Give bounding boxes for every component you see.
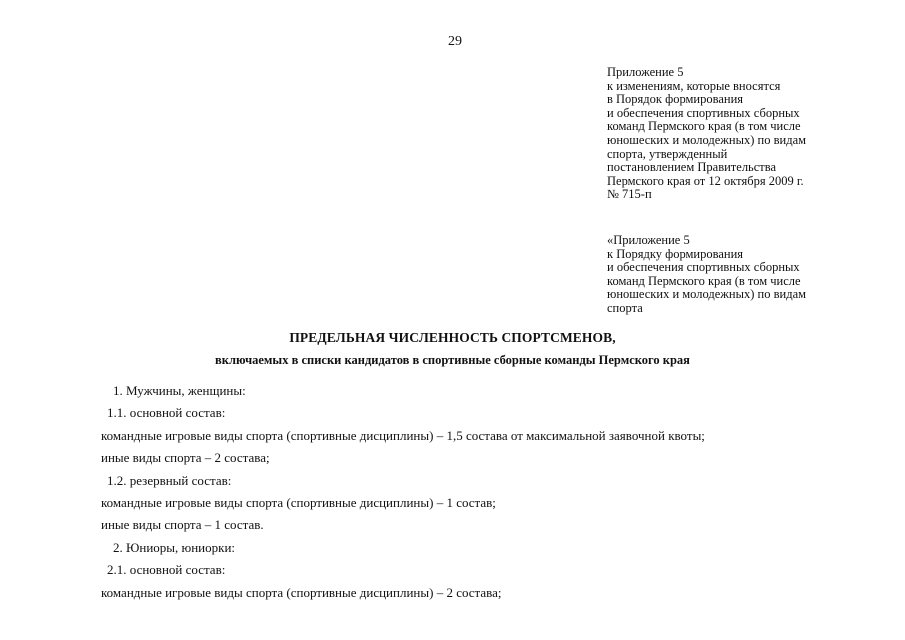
document-body — [101, 380, 705, 604]
annex-amendment-line: Пермского края от 12 октября 2009 г. — [607, 173, 804, 188]
annex-amendment-line: Приложение 5 — [607, 65, 684, 79]
annex-order-line: к Порядку формирования — [607, 246, 744, 261]
body-paragraph: командные игровые виды спорта (спортивные дисциплины) – 1,5 состава от максимальной заявочной квоты; — [101, 427, 705, 443]
document-subtitle: включаемых в списки кандидатов в спортивные сборные команды Пермского края — [215, 353, 690, 367]
annex-order-line: и обеспечения спортивных сборных — [607, 260, 800, 275]
page-number: 29 — [448, 34, 462, 49]
annex-amendment-line: команд Пермского края (в том числе — [607, 119, 801, 134]
section-heading: 2. Юниоры, юниорки: — [113, 539, 236, 555]
annex-amendment-line: в Порядок формирования — [607, 92, 744, 107]
subsection-heading: 2.1. основной состав: — [107, 562, 226, 578]
annex-order-line: спорта — [607, 300, 643, 315]
body-paragraph: командные игровые виды спорта (спортивные дисциплины) – 1 состав; — [101, 494, 496, 510]
body-paragraph: командные игровые виды спорта (спортивные дисциплины) – 2 состава; — [101, 584, 502, 600]
document-title: ПРЕДЕЛЬНАЯ ЧИСЛЕННОСТЬ СПОРТСМЕНОВ, — [289, 330, 616, 345]
annex-order-header — [607, 234, 806, 316]
annex-order-line: «Приложение 5 — [607, 233, 690, 247]
subsection-heading: 1.1. основной состав: — [107, 405, 226, 421]
body-paragraph: иные виды спорта – 1 состав. — [101, 517, 264, 533]
annex-amendment-line: к изменениям, которые вносятся — [607, 78, 781, 93]
annex-amendment-line: № 715-п — [607, 187, 652, 202]
subsection-heading: 1.2. резервный состав: — [107, 472, 232, 488]
annex-order-line: юношеских и молодежных) по видам — [607, 287, 807, 302]
annex-amendment-header — [607, 66, 806, 202]
annex-amendment-line: спорта, утвержденный — [607, 146, 728, 161]
body-paragraph: иные виды спорта – 2 состава; — [101, 450, 270, 466]
annex-amendment-line: постановлением Правительства — [607, 160, 777, 175]
annex-amendment-line: юношеских и молодежных) по видам — [607, 132, 807, 147]
section-heading: 1. Мужчины, женщины: — [113, 383, 246, 398]
annex-order-line: команд Пермского края (в том числе — [607, 273, 801, 288]
annex-amendment-line: и обеспечения спортивных сборных — [607, 105, 800, 120]
